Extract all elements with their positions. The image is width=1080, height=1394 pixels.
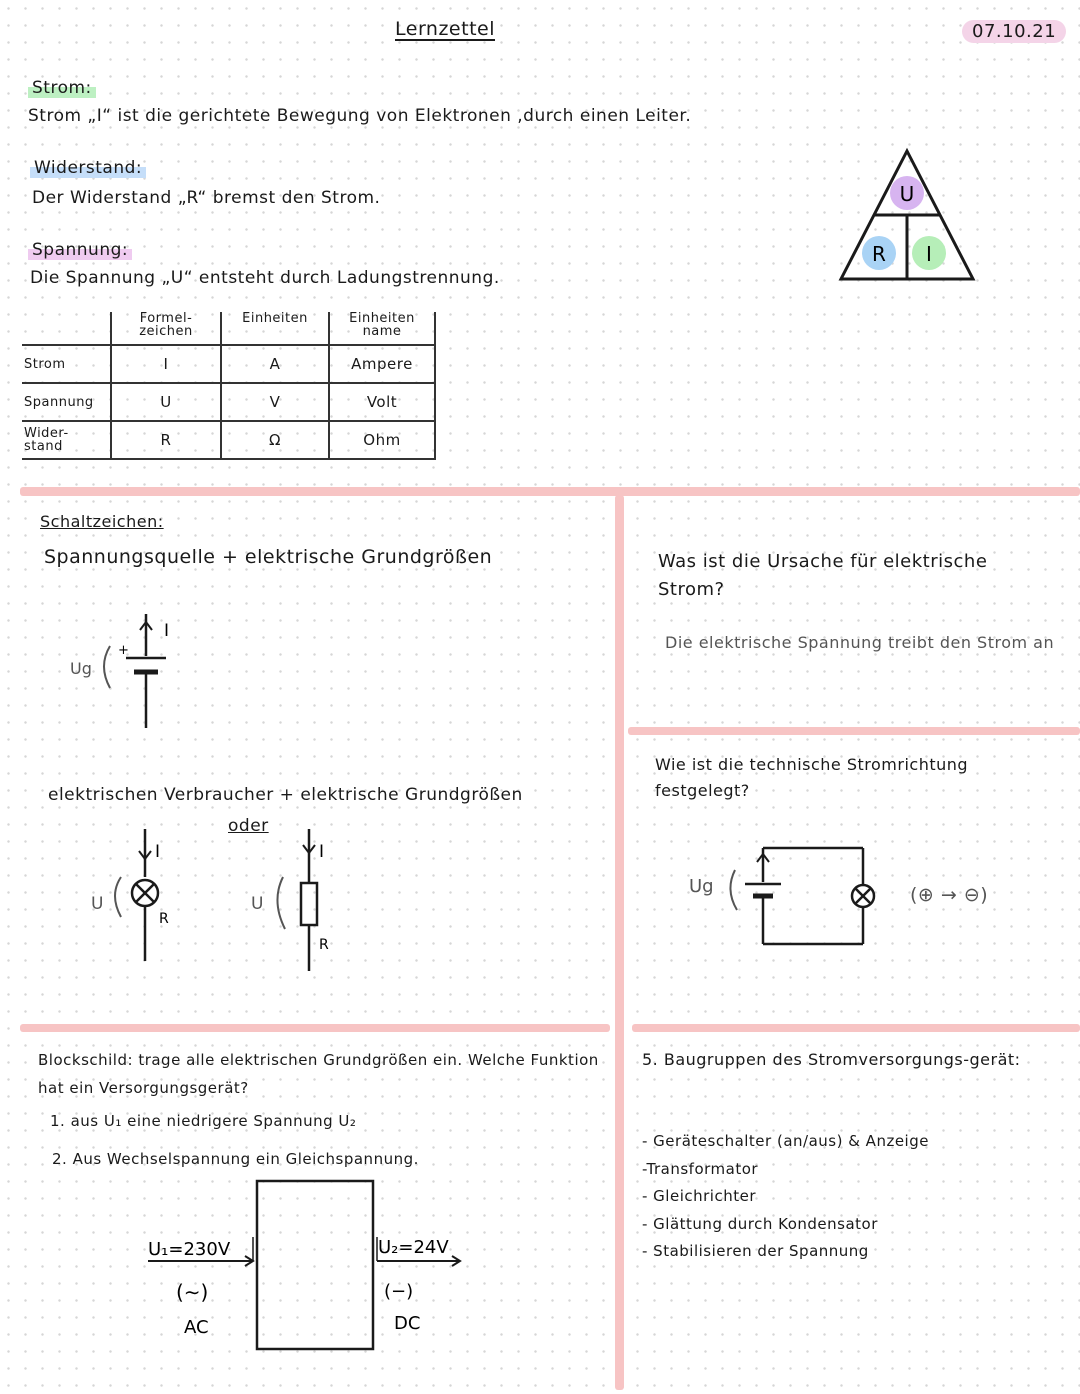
lamp-current-label: I — [155, 842, 161, 862]
source-plus-label: + — [118, 643, 129, 658]
widerstand-heading — [30, 158, 146, 178]
block-in-voltage: U₁=230V — [148, 1239, 231, 1260]
blockschild-item-1: 1. aus U₁ eine niedrigere Spannung U₂ — [50, 1112, 357, 1130]
divider-left-bottom — [20, 1024, 610, 1032]
block-in-type: AC — [184, 1317, 209, 1338]
block-diagram — [140, 1175, 480, 1355]
circuit-voltage-arrow — [730, 870, 737, 910]
consumer-title: elektrischen Verbraucher + elektrische Grundgrößen — [48, 785, 523, 805]
row-unit: Ω — [221, 421, 329, 459]
resistor-current-label: I — [319, 842, 325, 862]
page-date: 07.10.21 — [962, 20, 1066, 43]
list-item: - Glättung durch Kondensator — [642, 1214, 878, 1233]
resistor-symbol — [245, 825, 365, 975]
divider-top — [20, 487, 1080, 496]
source-current-label: I — [164, 621, 170, 641]
row-label: Wider- stand — [22, 421, 111, 459]
lamp-voltage-arrow — [115, 877, 121, 917]
row-unit: V — [221, 383, 329, 421]
resistor-voltage-label: U — [251, 894, 264, 914]
block-out-symbol: (−) — [384, 1281, 414, 1302]
divider-right-bottom — [632, 1024, 1080, 1032]
strom-heading — [28, 78, 96, 98]
triangle-r: R — [872, 242, 886, 266]
list-item: - Gleichrichter — [642, 1187, 756, 1205]
row-unitname: Ampere — [329, 345, 435, 383]
triangle-i: I — [926, 242, 932, 266]
resistor-body — [301, 883, 317, 925]
row-symbol: R — [111, 421, 221, 459]
table-row — [22, 345, 435, 383]
row-unitname: Ohm — [329, 421, 435, 459]
page-title: Lernzettel — [395, 18, 495, 40]
schaltzeichen-heading: Schaltzeichen: — [40, 512, 164, 531]
divider-vertical — [615, 495, 624, 1390]
baugruppen-list — [642, 1128, 929, 1266]
spannung-definition: Die Spannung „U“ entsteht durch Ladungstrennung. — [30, 268, 500, 288]
divider-right-mid — [628, 727, 1080, 735]
uri-triangle — [835, 145, 980, 285]
blockschild-intro: Blockschild: trage alle elektrischen Grundgrößen ein. Welche Funktion hat ein Versorgungsgerät? — [38, 1051, 599, 1097]
list-item: -Transformator — [642, 1159, 759, 1178]
direction-label: (⊕ → ⊖) — [910, 884, 989, 906]
table-row — [22, 421, 435, 459]
circuit-voltage-label: Ug — [689, 876, 714, 897]
resistor-voltage-arrow — [277, 877, 285, 929]
direction-circuit — [685, 840, 885, 955]
list-item: - Geräteschalter (an/aus) & Anzeige — [642, 1132, 929, 1150]
voltage-source-symbol — [60, 608, 200, 733]
or-label: oder — [228, 816, 269, 836]
q2-question: Wie ist die technische Stromrichtung festgelegt? — [655, 755, 969, 800]
lamp-resistance-label: R — [159, 911, 169, 927]
source-title: Spannungsquelle + elektrische Grundgrößen — [44, 546, 493, 568]
source-voltage-arrow — [104, 646, 110, 688]
row-label: Strom — [22, 345, 111, 383]
row-unit: A — [221, 345, 329, 383]
source-voltage-label: Ug — [70, 659, 92, 678]
blockschild-item-2: 2. Aus Wechselspannung ein Gleichspannung. — [52, 1150, 419, 1168]
spannung-heading-text: Spannung: — [28, 240, 132, 260]
quantity-table — [22, 312, 436, 460]
strom-heading-text: Strom: — [28, 78, 96, 98]
row-label: Spannung — [22, 383, 111, 421]
widerstand-heading-text: Widerstand: — [30, 158, 146, 178]
lamp-symbol — [85, 825, 195, 965]
row-unitname: Volt — [329, 383, 435, 421]
triangle-u: U — [899, 182, 915, 206]
baugruppen-heading: 5. Baugruppen des Stromversorgungs-gerät: — [642, 1050, 1021, 1069]
table-header-unit: Einheiten — [221, 312, 329, 345]
block-in-symbol: (∼) — [176, 1280, 209, 1304]
block-box — [257, 1181, 373, 1349]
table-header-row — [22, 312, 435, 345]
strom-definition: Strom „I“ ist die gerichtete Bewegung von Elektronen ,durch einen Leiter. — [28, 106, 692, 126]
q1-answer: Die elektrische Spannung treibt den Strom an — [665, 633, 1055, 652]
resistor-resistance-label: R — [319, 937, 329, 953]
block-out-type: DC — [394, 1313, 421, 1334]
table-row — [22, 383, 435, 421]
table-header-unitname: Einheiten name — [329, 312, 435, 345]
list-item: - Stabilisieren der Spannung — [642, 1242, 869, 1260]
row-symbol: I — [111, 345, 221, 383]
spannung-heading — [28, 240, 132, 260]
q1-question: Was ist die Ursache für elektrische Strom? — [658, 551, 988, 600]
block-out-voltage: U₂=24V — [378, 1237, 449, 1258]
lamp-voltage-label: U — [91, 894, 104, 914]
widerstand-definition: Der Widerstand „R“ bremst den Strom. — [32, 188, 381, 208]
row-symbol: U — [111, 383, 221, 421]
table-header-symbol: Formel- zeichen — [111, 312, 221, 345]
